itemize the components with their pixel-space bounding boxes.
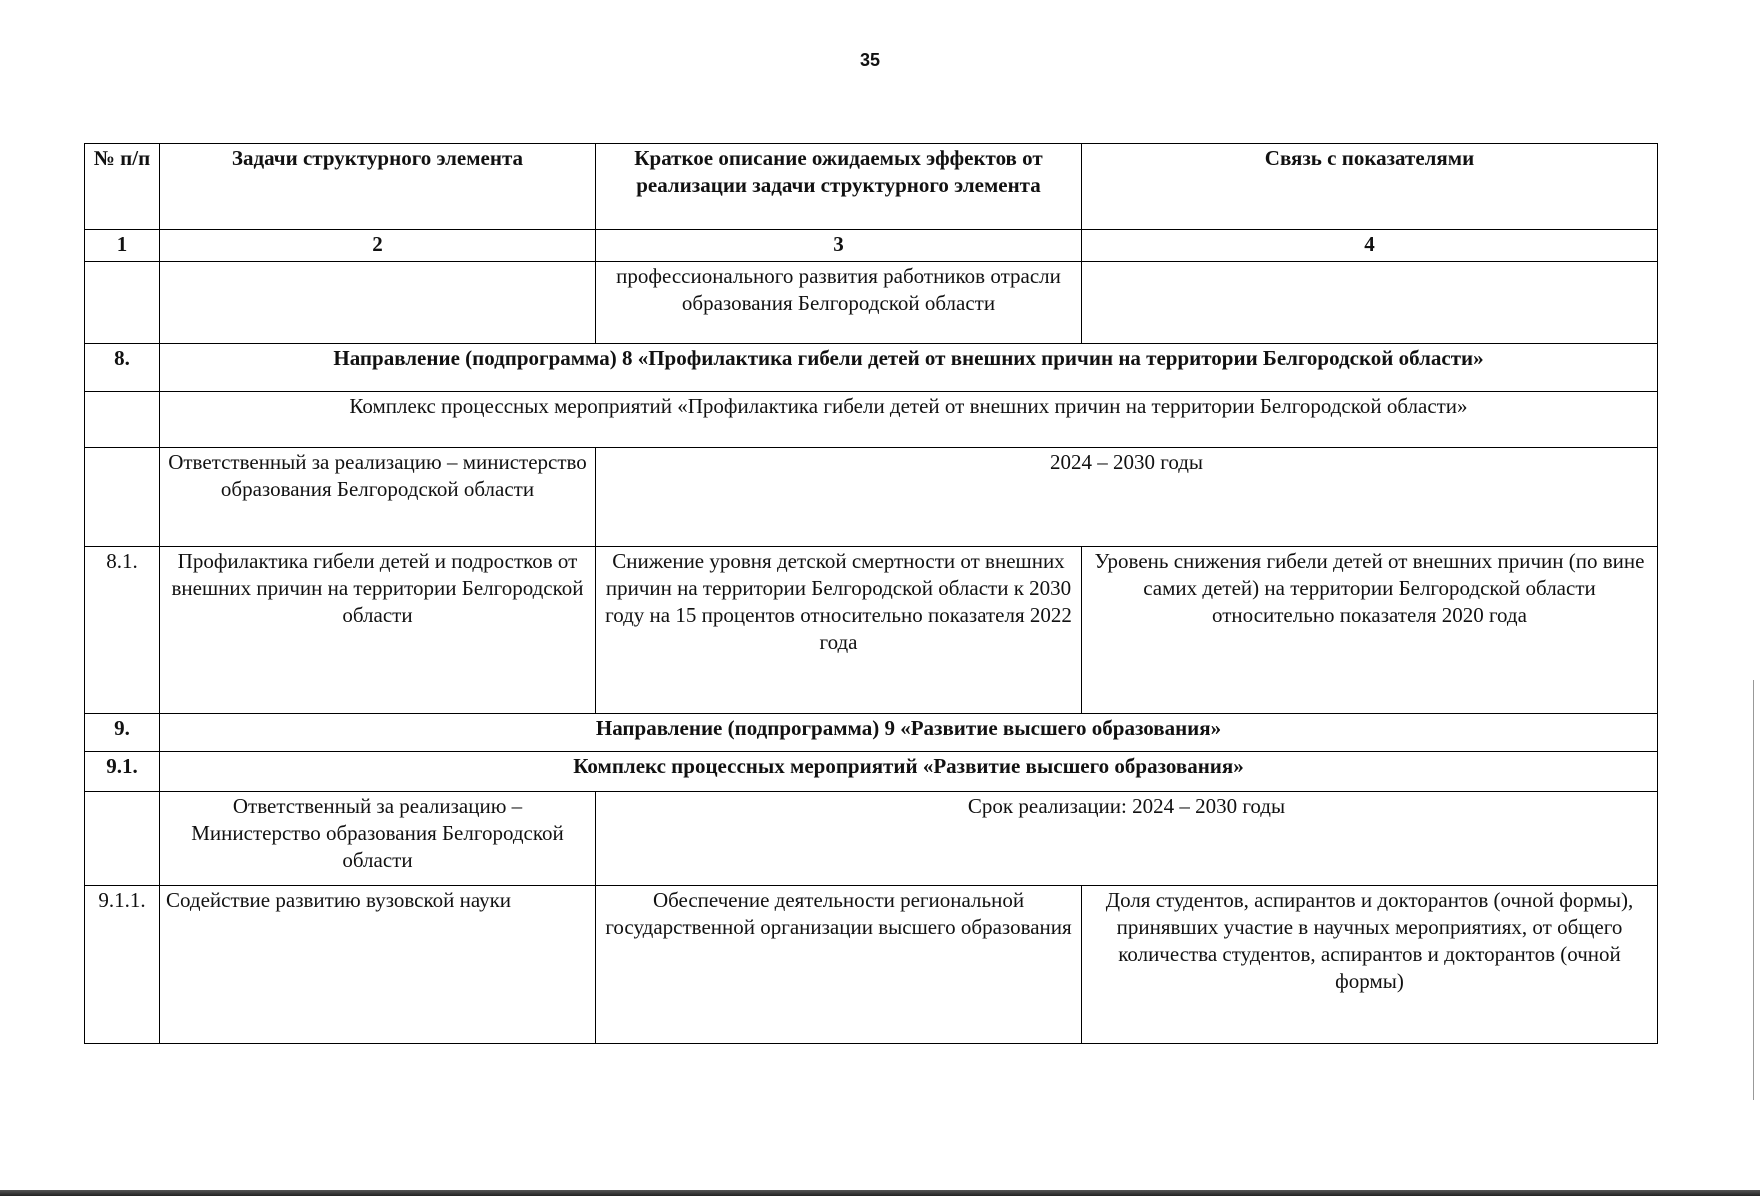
row-number: 9.1.1.	[85, 886, 160, 1044]
complex-row	[85, 752, 1658, 792]
column-number: 4	[1082, 230, 1658, 262]
task-cell: Содействие развитию вузовской науки	[160, 886, 596, 1044]
column-number: 3	[596, 230, 1082, 262]
complex-row	[85, 392, 1658, 448]
responsible-row	[85, 448, 1658, 547]
complex-title: Комплекс процессных мероприятий «Развитие высшего образования»	[160, 752, 1658, 792]
empty-cell	[85, 448, 160, 547]
effect-cell: Обеспечение деятельности региональной государственной организации высшего образования	[596, 886, 1082, 1044]
scan-edge-line	[1753, 680, 1754, 1100]
header-effects: Краткое описание ожидаемых эффектов от реализации задачи структурного элемента	[596, 144, 1082, 230]
header-tasks: Задачи структурного элемента	[160, 144, 596, 230]
row-number: 8.	[85, 344, 160, 392]
complex-title: Комплекс процессных мероприятий «Профилактика гибели детей от внешних причин на территории Белгородской области»	[160, 392, 1658, 448]
task-row	[85, 886, 1658, 1044]
empty-cell	[85, 792, 160, 886]
empty-cell	[85, 262, 160, 344]
task-cell: Профилактика гибели детей и подростков от внешних причин на территории Белгородской области	[160, 547, 596, 714]
row-number: 9.	[85, 714, 160, 752]
direction-title: Направление (подпрограмма) 9 «Развитие высшего образования»	[160, 714, 1658, 752]
indicator-cell: Уровень снижения гибели детей от внешних причин (по вине самих детей) на территории Белгородской области относительно показателя 2020 года	[1082, 547, 1658, 714]
direction-row	[85, 714, 1658, 752]
responsible-cell: Ответственный за реализацию – министерство образования Белгородской области	[160, 448, 596, 547]
column-number: 1	[85, 230, 160, 262]
indicator-cell: Доля студентов, аспирантов и докторантов (очной формы), принявших участие в научных мероприятиях, от общего количества студентов, аспирантов и докторантов (очной формы)	[1082, 886, 1658, 1044]
column-number: 2	[160, 230, 596, 262]
row-number: 9.1.	[85, 752, 160, 792]
column-numbers-row	[85, 230, 1658, 262]
period-cell: 2024 – 2030 годы	[596, 448, 1658, 547]
empty-cell	[160, 262, 596, 344]
effect-cell: профессионального развития работников отрасли образования Белгородской области	[596, 262, 1082, 344]
empty-cell	[1082, 262, 1658, 344]
direction-title: Направление (подпрограмма) 8 «Профилактика гибели детей от внешних причин на территории Белгородской области»	[160, 344, 1658, 392]
structural-elements-table	[84, 143, 1658, 1044]
task-row	[85, 547, 1658, 714]
header-number: № п/п	[85, 144, 160, 230]
page-number: 35	[859, 50, 881, 70]
responsible-cell: Ответственный за реализацию – Министерство образования Белгородской области	[160, 792, 596, 886]
effect-cell: Снижение уровня детской смертности от внешних причин на территории Белгородской области к 2030 году на 15 процентов относительно показателя 2022 года	[596, 547, 1082, 714]
table-header-row	[85, 144, 1658, 230]
header-indicators: Связь с показателями	[1082, 144, 1658, 230]
direction-row	[85, 344, 1658, 392]
scan-bottom-bar	[0, 1190, 1760, 1196]
period-cell: Срок реализации: 2024 – 2030 годы	[596, 792, 1658, 886]
empty-cell	[85, 392, 160, 448]
row-number: 8.1.	[85, 547, 160, 714]
responsible-row	[85, 792, 1658, 886]
table-row	[85, 262, 1658, 344]
